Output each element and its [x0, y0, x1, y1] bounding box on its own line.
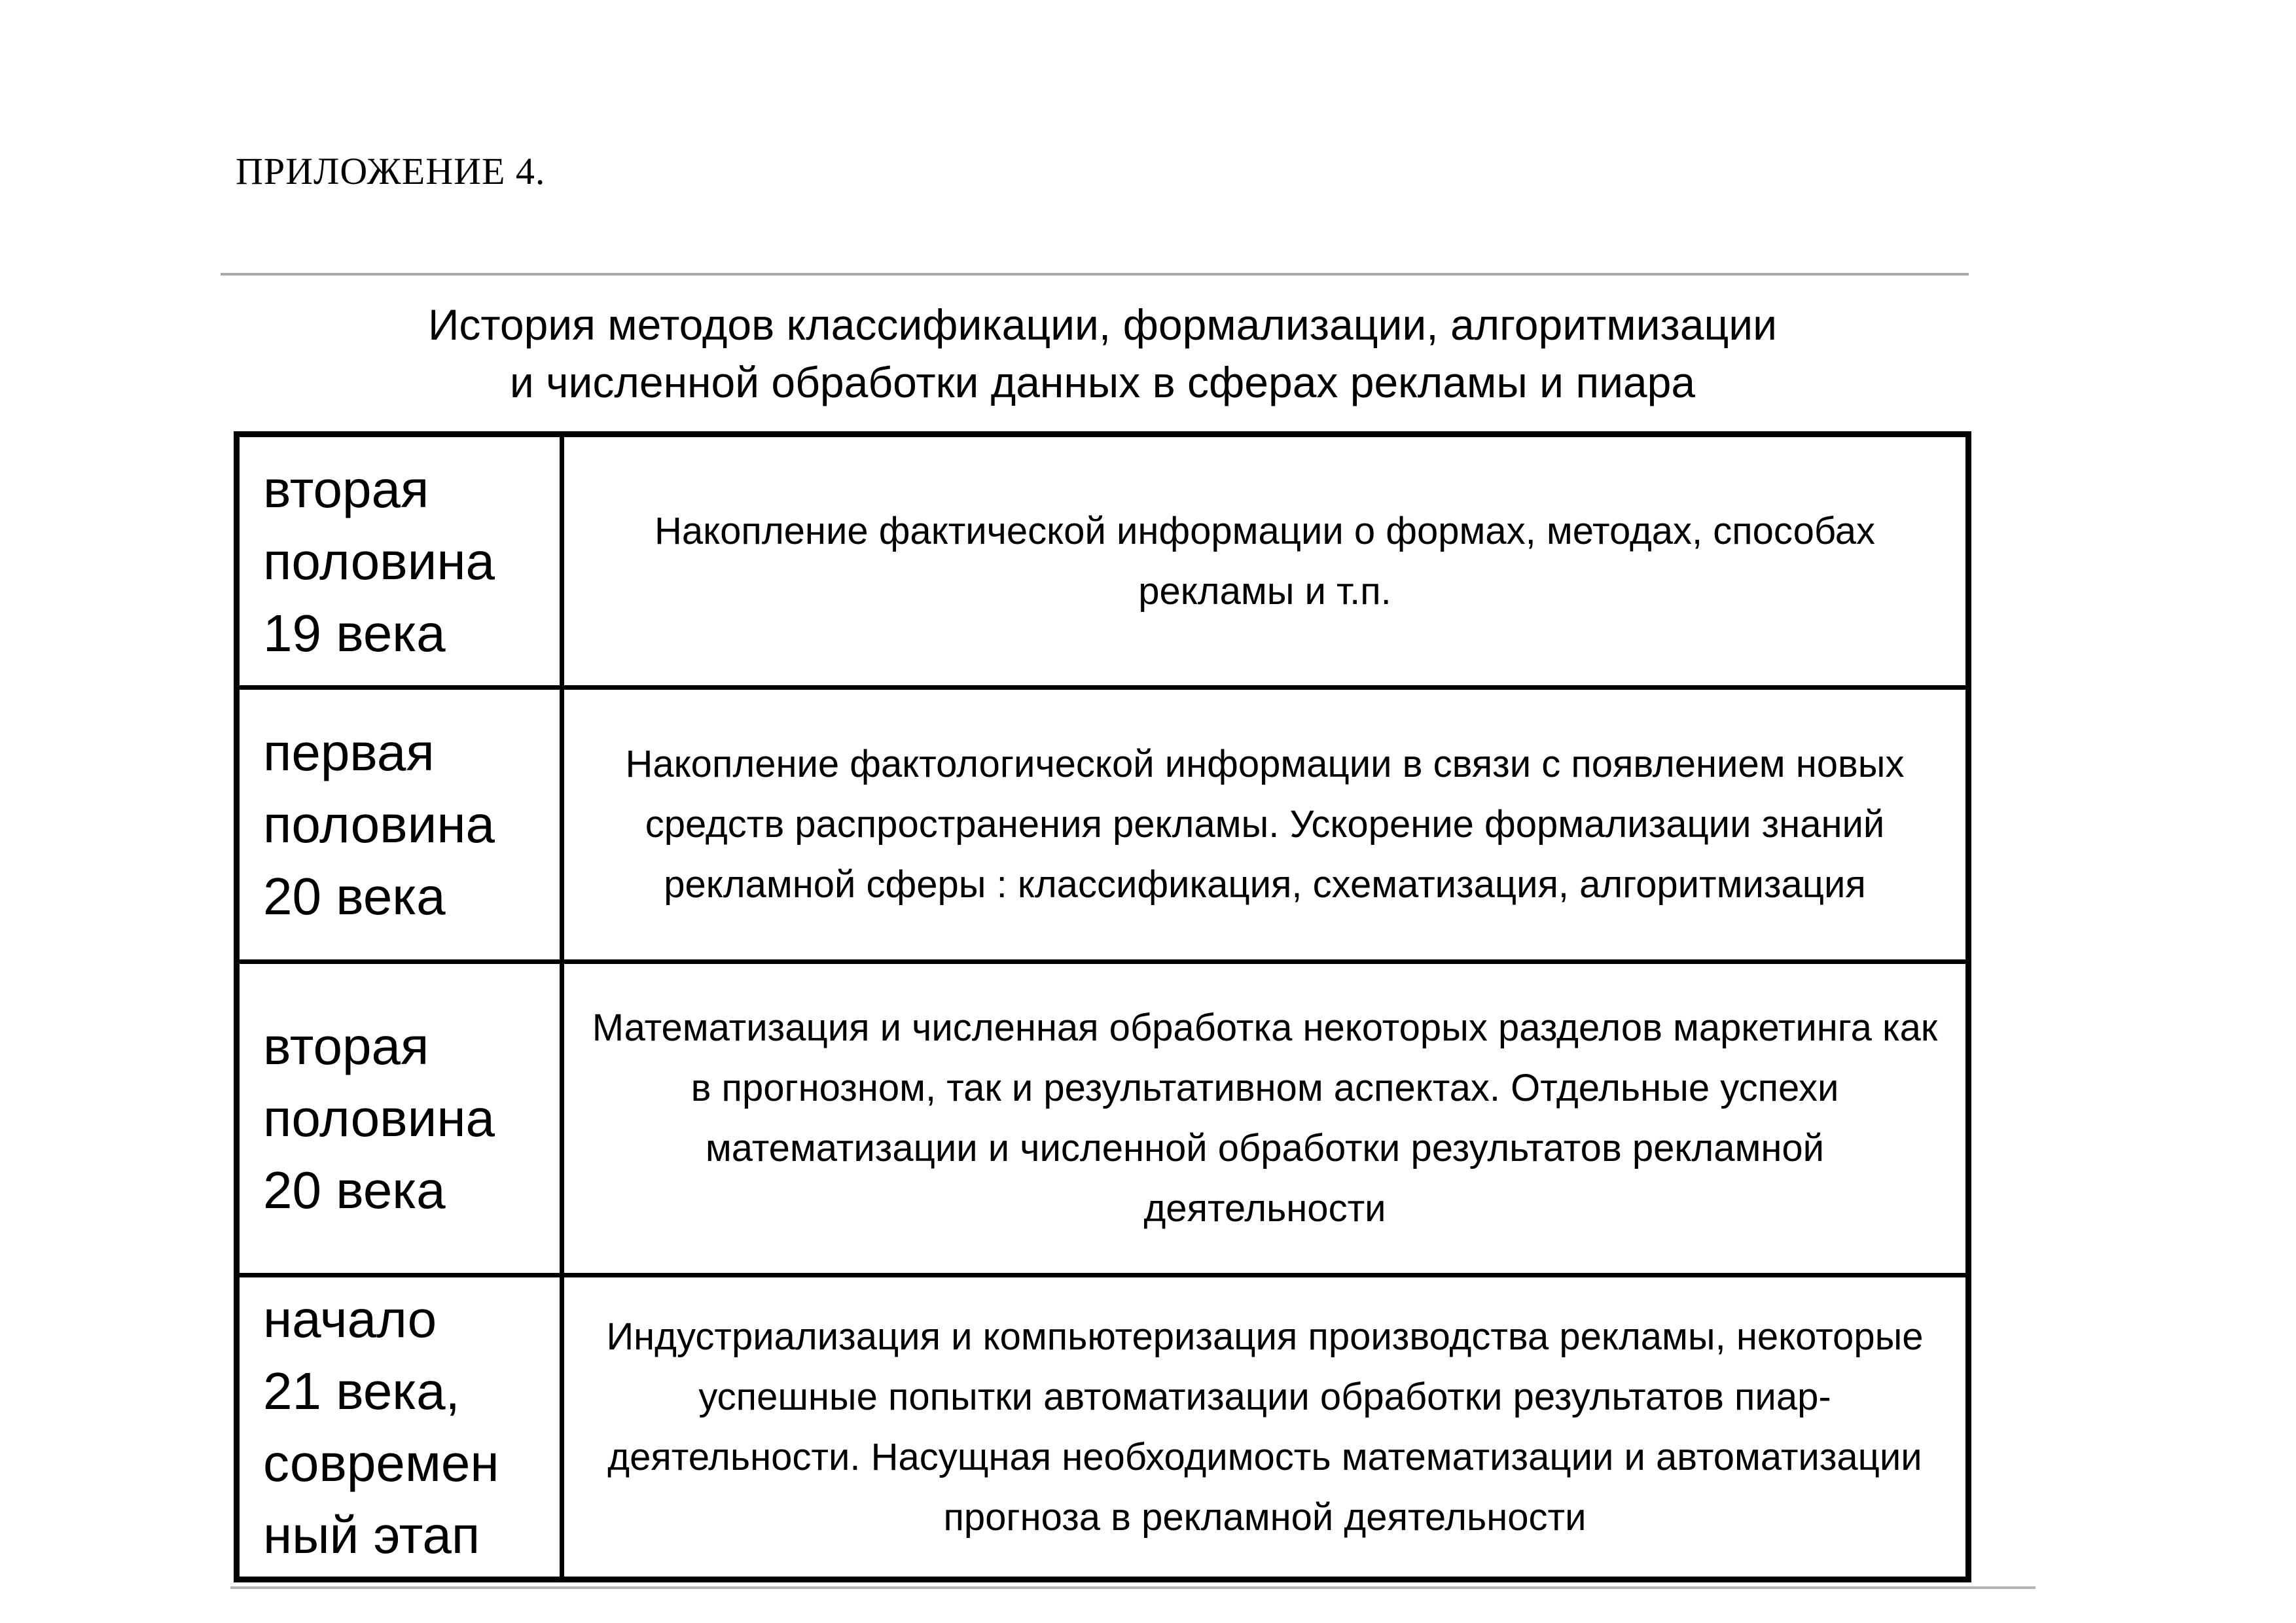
period-line: половина	[263, 531, 495, 590]
description-line: рекламы и т.п.	[1138, 569, 1391, 613]
description-cell-1	[562, 435, 1969, 688]
description-line: деятельности. Насущная необходимость математизации и автоматизации	[607, 1435, 1922, 1478]
description-line: рекламной сферы : классификация, схематизация, алгоритмизация	[664, 863, 1866, 906]
description-line: в прогнозном, так и результативном аспектах. Отдельные успехи	[691, 1067, 1839, 1109]
table-row-1	[237, 435, 1969, 688]
description-cell-2	[562, 688, 1969, 962]
table-title-line-1: История методов классификации, формализации, алгоритмизации	[427, 300, 1778, 349]
table-row-3	[237, 962, 1969, 1275]
period-line: 19 века	[263, 603, 446, 662]
period-line: первая	[263, 723, 435, 781]
period-line: вторая	[263, 1017, 429, 1075]
description-line: Накопление фактической информации о формах, методах, способах	[654, 509, 1875, 552]
period-line: современ	[263, 1433, 499, 1492]
description-line: Накопление фактологической информации в связи с появлением новых	[625, 743, 1905, 785]
period-cell-2	[237, 688, 562, 962]
description-line: средств распространения рекламы. Ускорение формализации знаний	[645, 803, 1885, 846]
description-line: математизации и численной обработки результатов рекламной	[705, 1127, 1825, 1169]
period-line: 20 века	[263, 1161, 446, 1219]
top-divider-line	[221, 273, 1969, 276]
table-row-4	[237, 1275, 1969, 1580]
period-line: 20 века	[263, 867, 446, 925]
period-line: начало	[263, 1289, 437, 1348]
description-line: успешные попытки автоматизации обработки результатов пиар-	[698, 1375, 1831, 1418]
table-row-2	[237, 688, 1969, 962]
period-cell-1	[237, 435, 562, 688]
description-line: деятельности	[1143, 1187, 1386, 1230]
description-line: Индустриализация и компьютеризация производства рекламы, некоторые	[606, 1315, 1924, 1358]
period-cell-3	[237, 962, 562, 1275]
description-line: прогноза в рекламной деятельности	[943, 1495, 1587, 1539]
table-title-line-2: и численной обработки данных в сферах рекламы и пиара	[509, 358, 1696, 406]
appendix-label: ПРИЛОЖЕНИЕ 4.	[236, 150, 546, 192]
history-table	[234, 431, 1971, 1582]
description-line: Математизация и численная обработка некоторых разделов маркетинга как	[592, 1007, 1938, 1049]
period-cell-4	[237, 1275, 562, 1580]
period-line: вторая	[263, 459, 429, 518]
period-line: 21 века,	[263, 1361, 460, 1420]
period-line: половина	[263, 1089, 495, 1147]
description-cell-4	[562, 1275, 1969, 1580]
table-title	[234, 296, 1971, 411]
period-line: половина	[263, 795, 495, 853]
period-line: ный этап	[263, 1505, 480, 1564]
bottom-divider-line	[230, 1586, 2036, 1589]
description-cell-3	[562, 962, 1969, 1275]
